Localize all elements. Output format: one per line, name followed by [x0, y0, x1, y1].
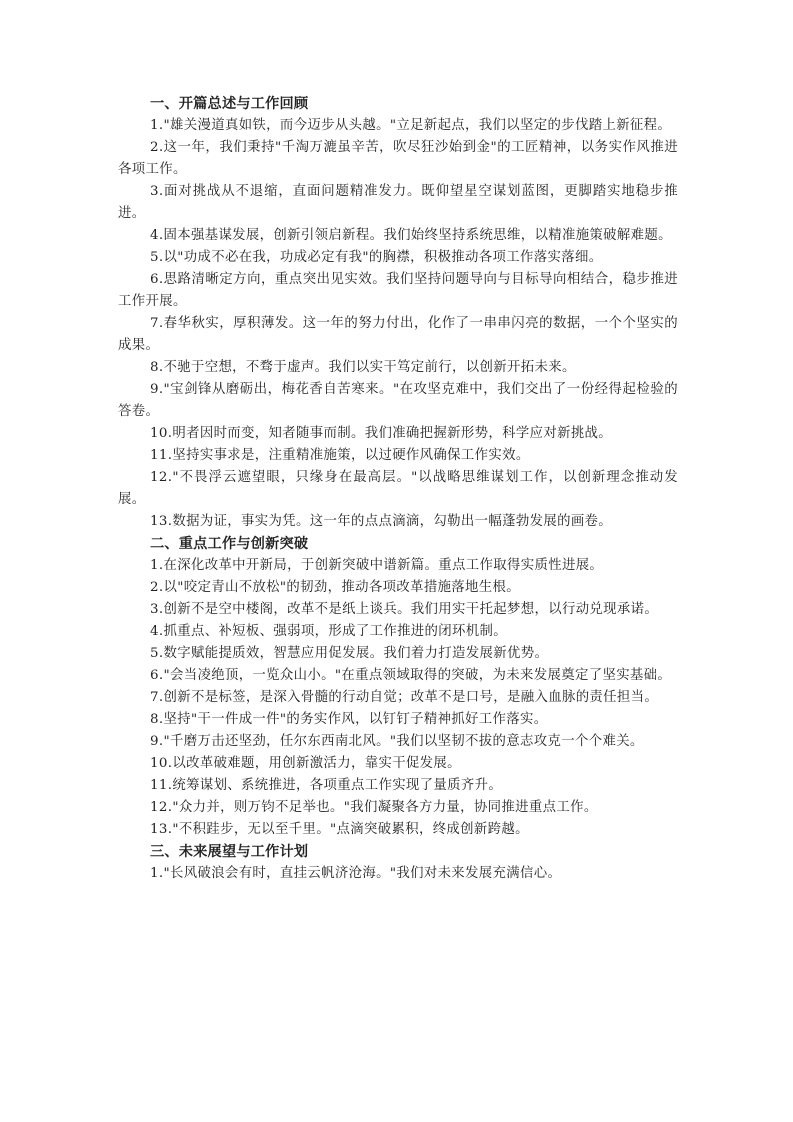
section-heading: 一、开篇总述与工作回顾 — [150, 96, 309, 112]
list-item: 4.固本强基谋发展，创新引领启新程。我们始终坚持系统思维，以精准施策破解难题。 — [150, 228, 672, 243]
list-item: 1."雄关漫道真如铁，而今迈步从头越。"立足新起点，我们以坚定的步伐踏上新征程。 — [150, 118, 672, 133]
list-item: 9."宝剑锋从磨砺出，梅花香自苦寒来。"在攻坚克难中，我们交出了一份经得起检验的答卷。 — [118, 382, 678, 419]
list-item: 13.数据为证，事实为凭。这一年的点点滴滴，勾勒出一幅蓬勃发展的画卷。 — [150, 514, 613, 529]
list-item: 5.以"功成不必在我，功成必定有我"的胸襟，积极推动各项工作落实落细。 — [150, 250, 603, 265]
section-heading: 二、重点工作与创新突破 — [150, 536, 309, 552]
list-item: 2.以"咬定青山不放松"的韧劲，推动各项改革措施落地生根。 — [150, 580, 521, 595]
section-heading: 三、未来展望与工作计划 — [150, 844, 309, 860]
list-item: 7.春华秋实，厚积薄发。这一年的努力付出，化作了一串串闪亮的数据，一个个坚实的成果。 — [118, 316, 678, 353]
list-item: 12."不畏浮云遮望眼，只缘身在最高层。"以战略思维谋划工作，以创新理念推动发展。 — [118, 470, 678, 507]
list-item: 12."众力并，则万钧不足举也。"我们凝聚各方力量，协同推进重点工作。 — [150, 800, 598, 815]
document-body — [118, 93, 678, 885]
list-item: 1.在深化改革中开新局，于创新突破中谱新篇。重点工作取得实质性进展。 — [150, 558, 604, 573]
list-item: 13."不积跬步，无以至千里。"点滴突破累积，终成创新跨越。 — [150, 822, 529, 837]
list-item: 3.创新不是空中楼阁，改革不是纸上谈兵。我们用实干托起梦想，以行动兑现承诺。 — [150, 602, 659, 617]
list-item: 6.思路清晰定方向，重点突出见实效。我们坚持问题导向与目标导向相结合，稳步推进工作开展。 — [118, 272, 678, 309]
list-item: 10.明者因时而变，知者随事而制。我们准确把握新形势，科学应对新挑战。 — [150, 426, 613, 441]
list-item: 8.不驰于空想，不骛于虚声。我们以实干笃定前行，以创新开拓未来。 — [150, 360, 576, 375]
list-item: 8.坚持"干一件成一件"的务实作风，以钉钉子精神抓好工作落实。 — [150, 712, 548, 727]
list-item: 1."长风破浪会有时，直挂云帆济沧海。"我们对未来发展充满信心。 — [150, 866, 562, 881]
list-item: 6."会当凌绝顶，一览众山小。"在重点领域取得的突破，为未来发展奠定了坚实基础。 — [150, 668, 672, 683]
list-item: 9."千磨万击还坚劲，任尔东西南北风。"我们以坚韧不拔的意志攻克一个个难关。 — [150, 734, 644, 749]
list-item: 11.坚持实事求是，注重精准施策，以过硬作风确保工作实效。 — [150, 448, 530, 463]
list-item: 5.数字赋能提质效，智慧应用促发展。我们着力打造发展新优势。 — [150, 646, 549, 661]
section-1 — [118, 93, 678, 533]
list-item: 2.这一年，我们秉持"千淘万漉虽辛苦，吹尽狂沙始到金"的工匠精神，以务实作风推进各项工作。 — [118, 140, 678, 177]
section-2 — [118, 533, 678, 841]
list-item: 11.统筹谋划、系统推进，各项重点工作实现了量质齐升。 — [150, 778, 503, 793]
list-item: 7.创新不是标签，是深入骨髓的行动自觉；改革不是口号，是融入血脉的责任担当。 — [150, 690, 659, 705]
list-item: 3.面对挑战从不退缩，直面问题精准发力。既仰望星空谋划蓝图，更脚踏实地稳步推进。 — [118, 184, 678, 221]
section-3 — [118, 841, 678, 885]
list-item: 4.抓重点、补短板、强弱项，形成了工作推进的闭环机制。 — [150, 624, 507, 639]
list-item: 10.以改革破难题，用创新激活力，靠实干促发展。 — [150, 756, 461, 771]
